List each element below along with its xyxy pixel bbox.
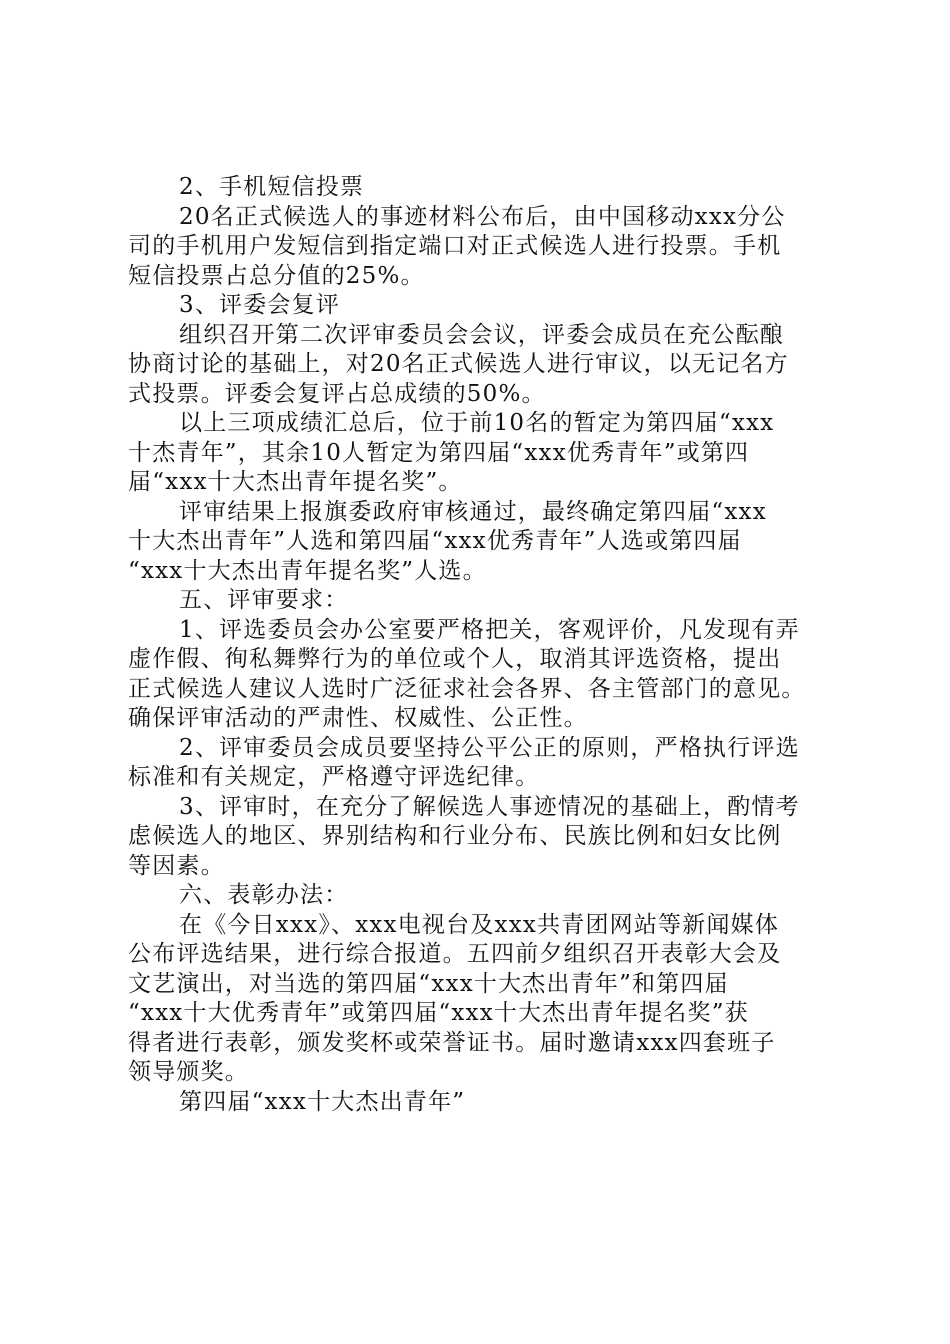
text-line: 确保评审活动的严肃性、权威性、公正性。 (128, 705, 588, 731)
text-line: 十大杰出青年”人选和第四届“xxx优秀青年”人选或第四届 (128, 528, 742, 554)
document-body (128, 173, 838, 1117)
text-line: 20名正式候选人的事迹材料公布后，由中国移动xxx分公 (179, 203, 786, 230)
text-line: 虑候选人的地区、界别结构和行业分布、民族比例和妇女比例 (128, 823, 782, 849)
text-line: 五、评审要求： (179, 587, 349, 613)
text-line: 短信投票占总分值的25%。 (128, 262, 425, 289)
text-line: “xxx十大杰出青年提名奖”人选。 (128, 557, 487, 584)
text-line: 等因素。 (128, 852, 225, 879)
text-line: 2、手机短信投票 (179, 174, 365, 200)
text-line: 2、评审委员会成员要坚持公平公正的原则，严格执行评选 (179, 734, 800, 761)
text-line: 在《今日xxx》、xxx电视台及xxx共青团网站等新闻媒体 (179, 911, 780, 938)
text-line: 第四届“xxx十大杰出青年” (179, 1088, 466, 1115)
text-line: 十杰青年”，其余10人暂定为第四届“xxx优秀青年”或第四 (128, 439, 750, 466)
text-line: 协商讨论的基础上，对20名正式候选人进行审议，以无记名方 (128, 351, 789, 377)
text-line: 1、评选委员会办公室要严格把关，客观评价，凡发现有弄 (179, 616, 800, 643)
text-line: 公布评选结果，进行综合报道。五四前夕组织召开表彰大会及 (128, 941, 782, 967)
text-line: 以上三项成绩汇总后，位于前10名的暂定为第四届“xxx (179, 410, 775, 436)
text-line: 司的手机用户发短信到指定端口对正式候选人进行投票。手机 (128, 233, 782, 259)
text-line: 正式候选人建议人选时广泛征求社会各界、各主管部门的意见。 (128, 675, 806, 702)
text-line: 领导颁奖。 (128, 1059, 249, 1085)
text-line: 评审结果上报旗委政府审核通过，最终确定第四届“xxx (179, 498, 767, 525)
text-line: 标准和有关规定，严格遵守评选纪律。 (128, 764, 540, 790)
text-line: 3、评委会复评 (179, 292, 341, 318)
text-line: 六、表彰办法： (179, 882, 349, 908)
text-line: 得者进行表彰，颁发奖杯或荣誉证书。届时邀请xxx四套班子 (128, 1029, 776, 1056)
text-line: 组织召开第二次评审委员会会议，评委会成员在充公酝酿 (179, 321, 784, 348)
text-line: 虚作假、徇私舞弊行为的单位或个人，取消其评选资格，提出 (128, 646, 782, 672)
text-line: 届“xxx十大杰出青年提名奖”。 (128, 469, 463, 495)
text-line: 式投票。评委会复评占总成绩的50%。 (128, 380, 546, 407)
text-line: 文艺演出，对当选的第四届“xxx十大杰出青年”和第四届 (128, 970, 729, 997)
text-line: “xxx十大优秀青年”或第四届“xxx十大杰出青年提名奖”获 (128, 1000, 749, 1026)
text-line: 3、评审时，在充分了解候选人事迹情况的基础上，酌情考 (179, 793, 800, 820)
